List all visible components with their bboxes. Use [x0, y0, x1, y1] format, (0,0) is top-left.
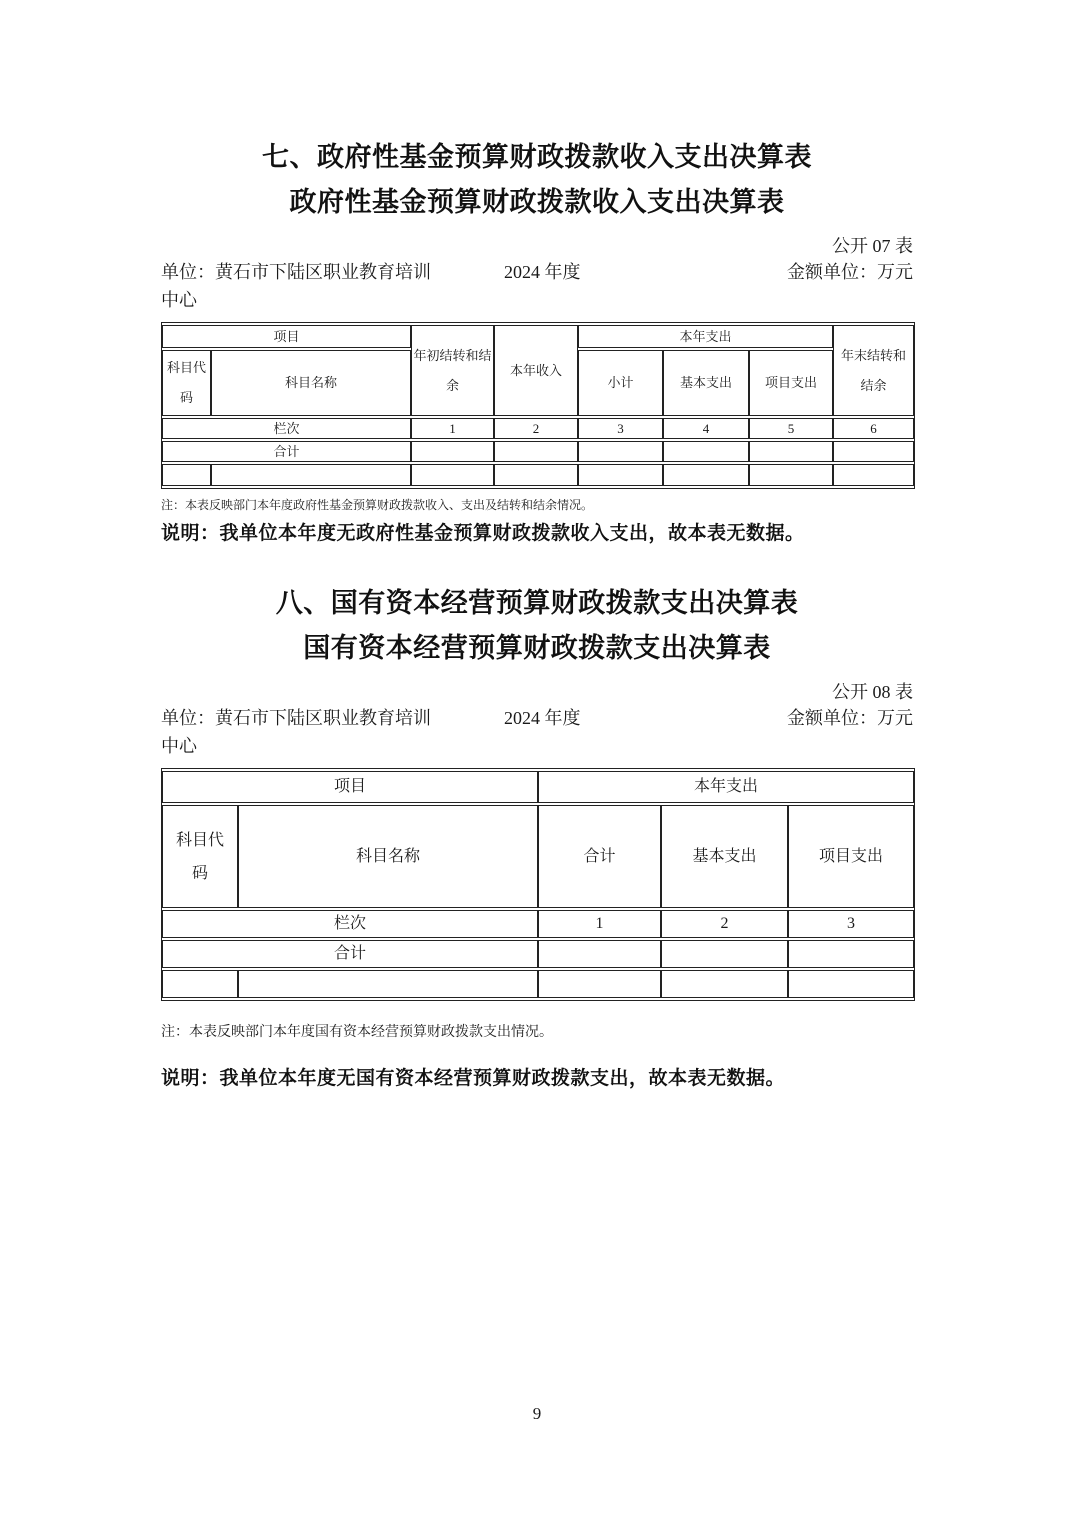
section8-note: 注：本表反映部门本年度国有资本经营预算财政拨款支出情况。: [161, 1025, 553, 1040]
header-year-income: 本年收入: [494, 325, 578, 416]
column-index: 5: [749, 418, 833, 439]
total-row-label: 合计: [162, 441, 411, 462]
header-begin-balance: 年初结转和结余: [411, 325, 494, 416]
header-project-expense: 项目支出: [788, 805, 914, 908]
column-index: 4: [663, 418, 749, 439]
column-index: 2: [661, 910, 788, 938]
empty-cell: [238, 970, 538, 998]
header-subject-code: 科目代码: [162, 350, 211, 416]
state-capital-budget-table: [161, 768, 915, 1001]
header-subtotal: 小计: [578, 350, 663, 416]
empty-cell: [663, 441, 749, 462]
column-index: 1: [538, 910, 661, 938]
page-number: 9: [532, 1404, 542, 1423]
header-year-expense: 本年支出: [578, 325, 833, 348]
empty-cell: [833, 464, 914, 486]
empty-cell: [788, 970, 914, 998]
empty-cell: [411, 441, 494, 462]
section8-heading: 八、国有资本经营预算财政拨款支出决算表: [275, 588, 799, 618]
section8-amount-unit-label: 金额单位：万元: [787, 708, 913, 728]
header-subject-name: 科目名称: [238, 805, 538, 908]
empty-cell: [538, 970, 661, 998]
section7-statement: 说明：我单位本年度无政府性基金预算财政拨款收入支出，故本表无数据。: [161, 523, 805, 544]
header-basic-expense: 基本支出: [661, 805, 788, 908]
section7-subtitle: 政府性基金预算财政拨款收入支出决算表: [289, 187, 785, 217]
empty-cell: [494, 464, 578, 486]
empty-cell: [663, 464, 749, 486]
section-7: [161, 142, 913, 546]
empty-cell: [833, 441, 914, 462]
section7-heading: 七、政府性基金预算财政拨款收入支出决算表: [262, 142, 812, 172]
section8-statement: 说明：我单位本年度无国有资本经营预算财政拨款支出，故本表无数据。: [161, 1068, 786, 1089]
section8-info-line: [161, 704, 913, 760]
column-index: 3: [578, 418, 663, 439]
page-content: [161, 0, 913, 1091]
section8-unit-label: 单位：黄石市下陆区职业教育培训中心: [161, 708, 431, 756]
section7-note: 注：本表反映部门本年度政府性基金预算财政拨款收入、支出及结转和结余情况。: [161, 498, 594, 512]
column-index-label: 栏次: [162, 910, 538, 938]
section8-subtitle: 国有资本经营预算财政拨款支出决算表: [303, 633, 771, 663]
empty-cell: [661, 970, 788, 998]
empty-cell: [538, 940, 661, 968]
header-year-expense: 本年支出: [538, 771, 914, 803]
section7-unit-label: 单位：黄石市下陆区职业教育培训中心: [161, 262, 431, 310]
header-subject-code: 科目代码: [162, 805, 238, 908]
empty-cell: [578, 441, 663, 462]
empty-cell: [411, 464, 494, 486]
empty-cell: [749, 464, 833, 486]
section8-year-label: 2024 年度: [504, 708, 581, 728]
empty-cell: [162, 464, 211, 486]
total-row-label: 合计: [162, 940, 538, 968]
section-8: [161, 588, 913, 1091]
header-basic-expense: 基本支出: [663, 350, 749, 416]
section7-year-label: 2024 年度: [504, 262, 581, 282]
gov-fund-budget-table: [161, 322, 915, 489]
empty-cell: [211, 464, 411, 486]
header-project: 项目: [162, 325, 411, 348]
header-end-balance: 年末结转和结余: [833, 325, 914, 416]
column-index: 2: [494, 418, 578, 439]
section8-public-table-label: 公开 08 表: [832, 682, 913, 702]
header-subject-name: 科目名称: [211, 350, 411, 416]
header-project: 项目: [162, 771, 538, 803]
empty-cell: [494, 441, 578, 462]
empty-cell: [162, 970, 238, 998]
column-index: 1: [411, 418, 494, 439]
header-total: 合计: [538, 805, 661, 908]
column-index: 6: [833, 418, 914, 439]
column-index-label: 栏次: [162, 418, 411, 439]
empty-cell: [661, 940, 788, 968]
section7-public-table-label: 公开 07 表: [832, 236, 913, 256]
header-project-expense: 项目支出: [749, 350, 833, 416]
empty-cell: [788, 940, 914, 968]
column-index: 3: [788, 910, 914, 938]
empty-cell: [749, 441, 833, 462]
section7-amount-unit-label: 金额单位：万元: [787, 262, 913, 282]
empty-cell: [578, 464, 663, 486]
section7-info-line: [161, 258, 913, 314]
